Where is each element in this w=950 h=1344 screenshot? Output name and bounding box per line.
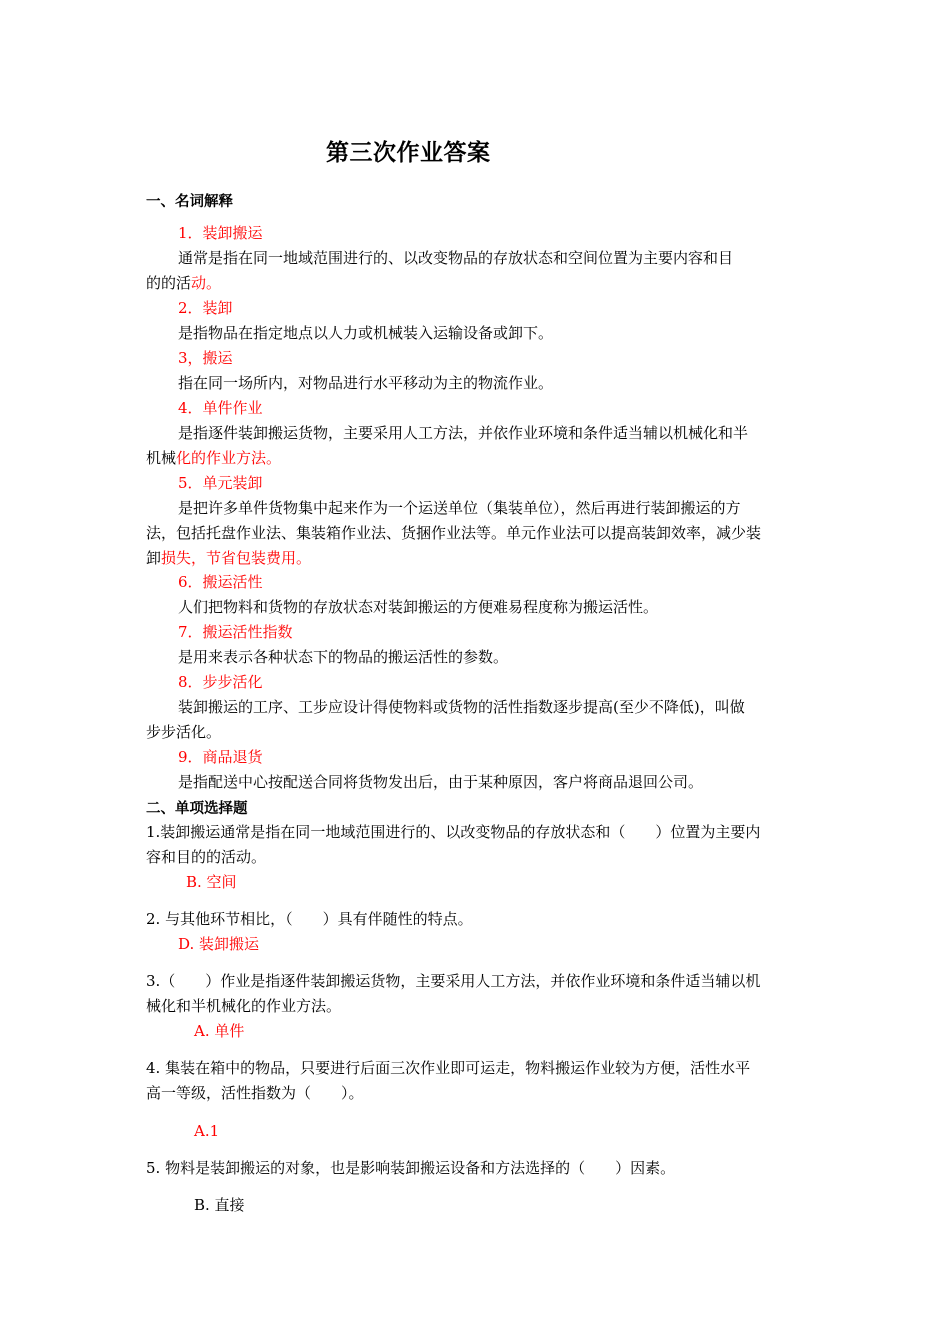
definition-text: 是把许多单件货物集中起来作为一个运送单位（集装单位），然后再进行装卸搬运的方 [178,499,741,517]
definition-text: 是指物品在指定地点以人力或机械装入运输设备或卸下。 [178,324,554,342]
answer-text: A.1 [194,1122,220,1140]
definition-text: 是指配送中心按配送合同将货物发出后，由于某种原因，客户将商品退回公司。 [178,773,704,791]
definition-text: 的的活动。 [146,274,222,292]
definition-text: 装卸搬运的工序、工步应设计得使物料或货物的活性指数逐步提高(至少不降低)，叫做 [178,698,745,716]
question-text: 5. 物料是装卸搬运的对象，也是影响装卸搬运设备和方法选择的（ ）因素。 [146,1159,676,1177]
term-label: 1．装卸搬运 [178,224,263,242]
question-text: 3.（ ）作业是指逐件装卸搬运货物，主要采用人工方法，并依作业环境和条件适当辅以机 [146,972,761,990]
definition-text: 人们把物料和货物的存放状态对装卸搬运的方便难易程度称为搬运活性。 [178,598,659,616]
term-label: 3，搬运 [178,349,233,367]
term-label: 4．单件作业 [178,399,263,417]
term-label: 2．装卸 [178,299,233,317]
page-title: 第三次作业答案 [326,140,491,166]
section-heading-definitions: 一、名词解释 [146,194,233,210]
definition-text: 指在同一场所内，对物品进行水平移动为主的物流作业。 [178,374,554,392]
answer-text: B. 空间 [186,873,237,891]
question-text: 容和目的的活动。 [146,848,267,866]
question-text: 高一等级，活性指数为（ ）。 [146,1084,364,1102]
answer-text: D. 装卸搬运 [178,935,260,953]
definition-text: 通常是指在同一地域范围进行的、以改变物品的存放状态和空间位置为主要内容和目 [178,249,734,267]
term-label: 5．单元装卸 [178,474,263,492]
definition-text: 是用来表示各种状态下的物品的搬运活性的参数。 [178,648,509,666]
term-label: 7．搬运活性指数 [178,623,293,641]
term-label: 8．步步活化 [178,673,263,691]
definition-text: 法，包括托盘作业法、集装箱作业法、货捆作业法等。单元作业法可以提高装卸效率，减少装 [146,524,762,542]
question-text: 械化和半机械化的作业方法。 [146,997,342,1015]
definition-text: 卸损失，节省包装费用。 [146,549,312,567]
definition-text: 机械化的作业方法。 [146,449,282,467]
answer-text: A. 单件 [194,1022,245,1040]
term-label: 6．搬运活性 [178,573,263,591]
definition-text: 步步活化。 [146,723,222,741]
question-text: 4. 集装在箱中的物品，只要进行后面三次作业即可运走，物料搬运作业较为方便，活性水平 [146,1059,751,1077]
definition-text: 是指逐件装卸搬运货物，主要采用人工方法，并依作业环境和条件适当辅以机械化和半 [178,424,749,442]
question-text: 2. 与其他环节相比，（ ）具有伴随性的特点。 [146,910,473,928]
answer-text: B. 直接 [194,1196,245,1214]
term-label: 9．商品退货 [178,748,263,766]
question-text: 1.装卸搬运通常是指在同一地域范围进行的、以改变物品的存放状态和（ ）位置为主要内 [146,823,761,841]
section-heading-choice: 二、单项选择题 [146,801,248,817]
